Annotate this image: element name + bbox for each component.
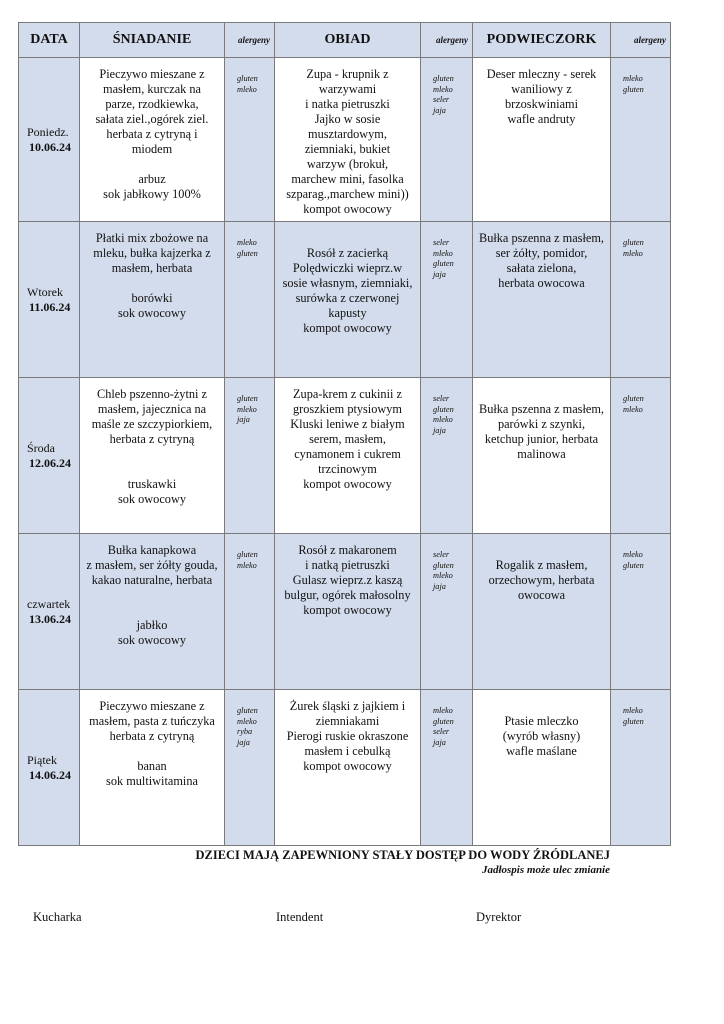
menu-line: Polędwiczki wieprz.w <box>292 261 403 275</box>
breakfast-cell <box>80 378 225 534</box>
allergen-item: mleko <box>237 560 257 570</box>
menu-line: sałata zielona, <box>506 261 577 275</box>
allergen-item: gluten <box>237 706 258 715</box>
menu-line: Bułka kanapkowa <box>107 543 197 557</box>
menu-line: jabłko <box>136 618 168 632</box>
menu-line: herbata z cytryną <box>109 432 195 446</box>
day-date: 13.06.24 <box>29 611 71 626</box>
menu-line: truskawki <box>127 477 177 491</box>
menu-line: Gulasz wieprz.z kaszą <box>292 573 403 587</box>
menu-line: banan <box>137 759 167 773</box>
header-allergens: alergeny <box>225 23 275 58</box>
allergen-item: mleko <box>433 706 453 715</box>
allergens-cell <box>611 690 671 846</box>
menu-line: Pieczywo mieszane z <box>99 67 205 81</box>
date-cell <box>19 690 80 846</box>
allergens-cell <box>225 58 275 222</box>
menu-line: sałata ziel.,ogórek ziel. <box>95 112 209 126</box>
allergen-item: mleko <box>237 84 257 94</box>
allergen-item: ryba <box>237 727 253 736</box>
menu-line: surówka z czerwonej <box>295 291 400 305</box>
menu-line: Rogalik z masłem, <box>495 558 588 572</box>
allergen-item: gluten <box>623 716 644 726</box>
breakfast-cell <box>80 534 225 690</box>
day-date: 14.06.24 <box>29 767 71 782</box>
allergen-item: gluten <box>623 560 644 570</box>
menu-line: Deser mleczny - serek <box>486 67 597 81</box>
menu-line: brzoskwiniami <box>504 97 579 111</box>
allergen-item: gluten <box>623 394 644 403</box>
allergen-item: gluten <box>623 84 644 94</box>
allergen-item: mleko <box>623 550 643 559</box>
menu-line: sok jabłkowy 100% <box>103 187 201 201</box>
menu-line: kapusty <box>328 306 367 320</box>
menu-line: marchew mini, fasolka <box>291 172 404 186</box>
date-cell <box>19 222 80 378</box>
menu-line: kompot owocowy <box>303 759 392 773</box>
menu-line: Pieczywo mieszane z <box>99 699 205 713</box>
menu-line: Zupa - krupnik z <box>306 67 389 81</box>
menu-line: miodem <box>131 142 173 156</box>
allergens-cell <box>611 378 671 534</box>
allergen-item: mleko <box>237 404 257 414</box>
allergens-cell <box>611 58 671 222</box>
menu-line: owocowa <box>517 588 566 602</box>
header-snack: PODWIECZORK <box>473 23 611 58</box>
allergens-cell <box>421 222 473 378</box>
menu-line: mleku, bułka kajzerka z <box>93 246 211 260</box>
allergen-item: gluten <box>433 560 454 570</box>
menu-line: maśle ze szczypiorkiem, <box>91 417 213 431</box>
allergen-item: seler <box>433 550 450 559</box>
day-row <box>19 222 671 378</box>
signature-cook: Kucharka <box>33 910 82 924</box>
menu-line: i natką pietruszki <box>305 558 390 572</box>
header-breakfast: ŚNIADANIE <box>80 23 225 58</box>
date-cell <box>19 58 80 222</box>
allergen-item: gluten <box>433 404 454 414</box>
menu-line: masłem, pasta z tuńczyka <box>89 714 215 728</box>
menu-line: masłem, herbata <box>111 261 193 275</box>
allergens-cell <box>225 690 275 846</box>
menu-line: herbata z cytryną <box>109 729 195 743</box>
lunch-cell <box>275 534 421 690</box>
allergen-item: seler <box>433 394 450 403</box>
header-row <box>19 23 671 58</box>
lunch-cell <box>275 222 421 378</box>
menu-line: masłem i cebulką <box>304 744 391 758</box>
menu-line: Pierogi ruskie okraszone <box>286 729 409 743</box>
menu-line: Chleb pszenno-żytni z <box>97 387 207 401</box>
allergen-item: jaja <box>237 737 250 747</box>
day-row <box>19 534 671 690</box>
menu-line: ser żółty, pomidor, <box>495 246 588 260</box>
allergen-item: mleko <box>623 74 643 83</box>
snack-cell <box>473 534 611 690</box>
allergen-item: jaja <box>433 581 446 591</box>
menu-line: parówki z szynki, <box>497 417 586 431</box>
breakfast-cell <box>80 690 225 846</box>
allergen-item: gluten <box>433 259 454 268</box>
allergen-item: mleko <box>623 706 643 715</box>
snack-cell <box>473 690 611 846</box>
menu-line: kompot owocowy <box>303 202 392 216</box>
menu-line: i natka pietruszki <box>305 97 390 111</box>
menu-line: sok multiwitamina <box>106 774 198 788</box>
menu-line: Bułka pszenna z masłem, <box>479 231 604 245</box>
allergen-item: gluten <box>237 550 258 559</box>
allergen-item: mleko <box>433 415 453 424</box>
allergens-cell <box>421 534 473 690</box>
header-date: DATA <box>19 23 80 58</box>
menu-line: waniliowy z <box>511 82 572 96</box>
menu-line: borówki <box>131 291 173 305</box>
allergen-item: mleko <box>433 248 453 258</box>
day-name: czwartek <box>27 596 71 611</box>
menu-line: kompot owocowy <box>303 603 392 617</box>
day-name: Wtorek <box>27 284 63 299</box>
menu-line: masłem, kurczak na <box>103 82 201 96</box>
menu-line: ketchup junior, herbata <box>484 432 599 446</box>
allergens-cell <box>225 222 275 378</box>
menu-line: Kluski leniwe z białym <box>290 417 405 431</box>
allergens-cell <box>421 58 473 222</box>
allergens-cell <box>225 378 275 534</box>
day-name: Środa <box>27 440 55 455</box>
menu-line: Ptasie mleczko <box>504 714 579 728</box>
lunch-cell <box>275 690 421 846</box>
menu-line: trzcinowym <box>318 462 377 476</box>
allergen-item: mleko <box>623 248 643 258</box>
menu-line: kakao naturalne, herbata <box>91 573 213 587</box>
menu-line: sok owocowy <box>118 492 186 506</box>
menu-line: herbata owocowa <box>498 276 585 290</box>
menu-line: arbuz <box>138 172 166 186</box>
day-row <box>19 378 671 534</box>
menu-change-note: Jadłospis może ulec zmianie <box>481 864 610 876</box>
menu-line: kompot owocowy <box>303 321 392 335</box>
menu-line: ziemniakami <box>315 714 380 728</box>
header-lunch: OBIAD <box>275 23 421 58</box>
header-allergens: alergeny <box>611 23 671 58</box>
allergens-cell <box>421 378 473 534</box>
allergen-item: seler <box>433 95 450 104</box>
allergen-item: mleko <box>433 84 453 94</box>
allergen-item: gluten <box>237 74 258 83</box>
menu-line: herbata z cytryną i <box>106 127 198 141</box>
allergen-item: gluten <box>433 74 454 83</box>
allergen-item: gluten <box>237 248 258 258</box>
menu-line: sosie własnym, ziemniaki, <box>282 276 413 290</box>
day-name: Piątek <box>27 752 57 767</box>
date-cell <box>19 534 80 690</box>
allergens-cell <box>225 534 275 690</box>
menu-line: sok owocowy <box>118 633 186 647</box>
allergen-item: seler <box>433 727 450 736</box>
allergen-item: jaja <box>237 415 250 424</box>
menu-line: Rosół z zacierką <box>306 246 389 260</box>
day-name: Poniedz. <box>27 124 69 139</box>
menu-line: cynamonem i cukrem <box>294 447 401 461</box>
menu-line: z masłem, ser żółty gouda, <box>86 558 218 572</box>
menu-line: masłem, jajecznica na <box>97 402 207 416</box>
signature-steward: Intendent <box>276 910 324 924</box>
allergen-item: jaja <box>433 105 446 115</box>
allergen-item: gluten <box>433 716 454 726</box>
menu-line: sok owocowy <box>118 306 186 320</box>
menu-line: Zupa-krem z cukinii z <box>293 387 402 401</box>
signature-director: Dyrektor <box>476 910 522 924</box>
day-date: 10.06.24 <box>29 139 71 154</box>
allergen-item: mleko <box>433 571 453 580</box>
snack-cell <box>473 378 611 534</box>
allergen-item: mleko <box>237 238 257 247</box>
allergen-item: jaja <box>433 269 446 279</box>
breakfast-cell <box>80 222 225 378</box>
date-cell <box>19 378 80 534</box>
menu-line: szparag.,marchew mini)) <box>286 187 409 201</box>
allergen-item: mleko <box>623 404 643 414</box>
menu-line: Płatki mix zbożowe na <box>95 231 209 245</box>
allergens-cell <box>611 534 671 690</box>
allergens-cell <box>611 222 671 378</box>
allergen-item: seler <box>433 238 450 247</box>
menu-line: warzywami <box>318 82 377 96</box>
allergens-cell <box>421 690 473 846</box>
allergen-item: jaja <box>433 425 446 435</box>
menu-line: warzyw (brokuł, <box>306 157 389 171</box>
menu-line: Rosół z makaronem <box>298 543 397 557</box>
allergen-item: gluten <box>623 238 644 247</box>
menu-line: Bułka pszenna z masłem, <box>479 402 604 416</box>
menu-line: ziemniaki, bukiet <box>304 142 391 156</box>
lunch-cell <box>275 378 421 534</box>
allergen-item: jaja <box>433 737 446 747</box>
menu-line: Jajko w sosie <box>314 112 381 126</box>
menu-line: malinowa <box>517 447 566 461</box>
day-row <box>19 58 671 222</box>
snack-cell <box>473 58 611 222</box>
day-date: 12.06.24 <box>29 455 71 470</box>
allergen-item: gluten <box>237 394 258 403</box>
lunch-cell <box>275 58 421 222</box>
menu-line: bulgur, ogórek małosolny <box>284 588 411 602</box>
day-row <box>19 690 671 846</box>
menu-line: groszkiem ptysiowym <box>293 402 402 416</box>
menu-table <box>18 22 671 846</box>
menu-line: kompot owocowy <box>303 477 392 491</box>
menu-line: wafle andruty <box>507 112 576 126</box>
water-note: DZIECI MAJĄ ZAPEWNIONY STAŁY DOSTĘP DO WODY ŹRÓDLANEJ <box>195 848 610 862</box>
menu-line: Żurek śląski z jajkiem i <box>289 699 406 713</box>
menu-line: parze, rzodkiewka, <box>105 97 199 111</box>
day-date: 11.06.24 <box>29 299 71 314</box>
menu-body <box>19 58 671 846</box>
menu-line: musztardowym, <box>308 127 387 141</box>
menu-line: serem, masłem, <box>309 432 386 446</box>
allergen-item: mleko <box>237 716 257 726</box>
header-allergens: alergeny <box>421 23 473 58</box>
snack-cell <box>473 222 611 378</box>
breakfast-cell <box>80 58 225 222</box>
menu-line: wafle maślane <box>506 744 577 758</box>
menu-line: orzechowym, herbata <box>488 573 595 587</box>
menu-line: (wyrób własny) <box>502 729 581 743</box>
